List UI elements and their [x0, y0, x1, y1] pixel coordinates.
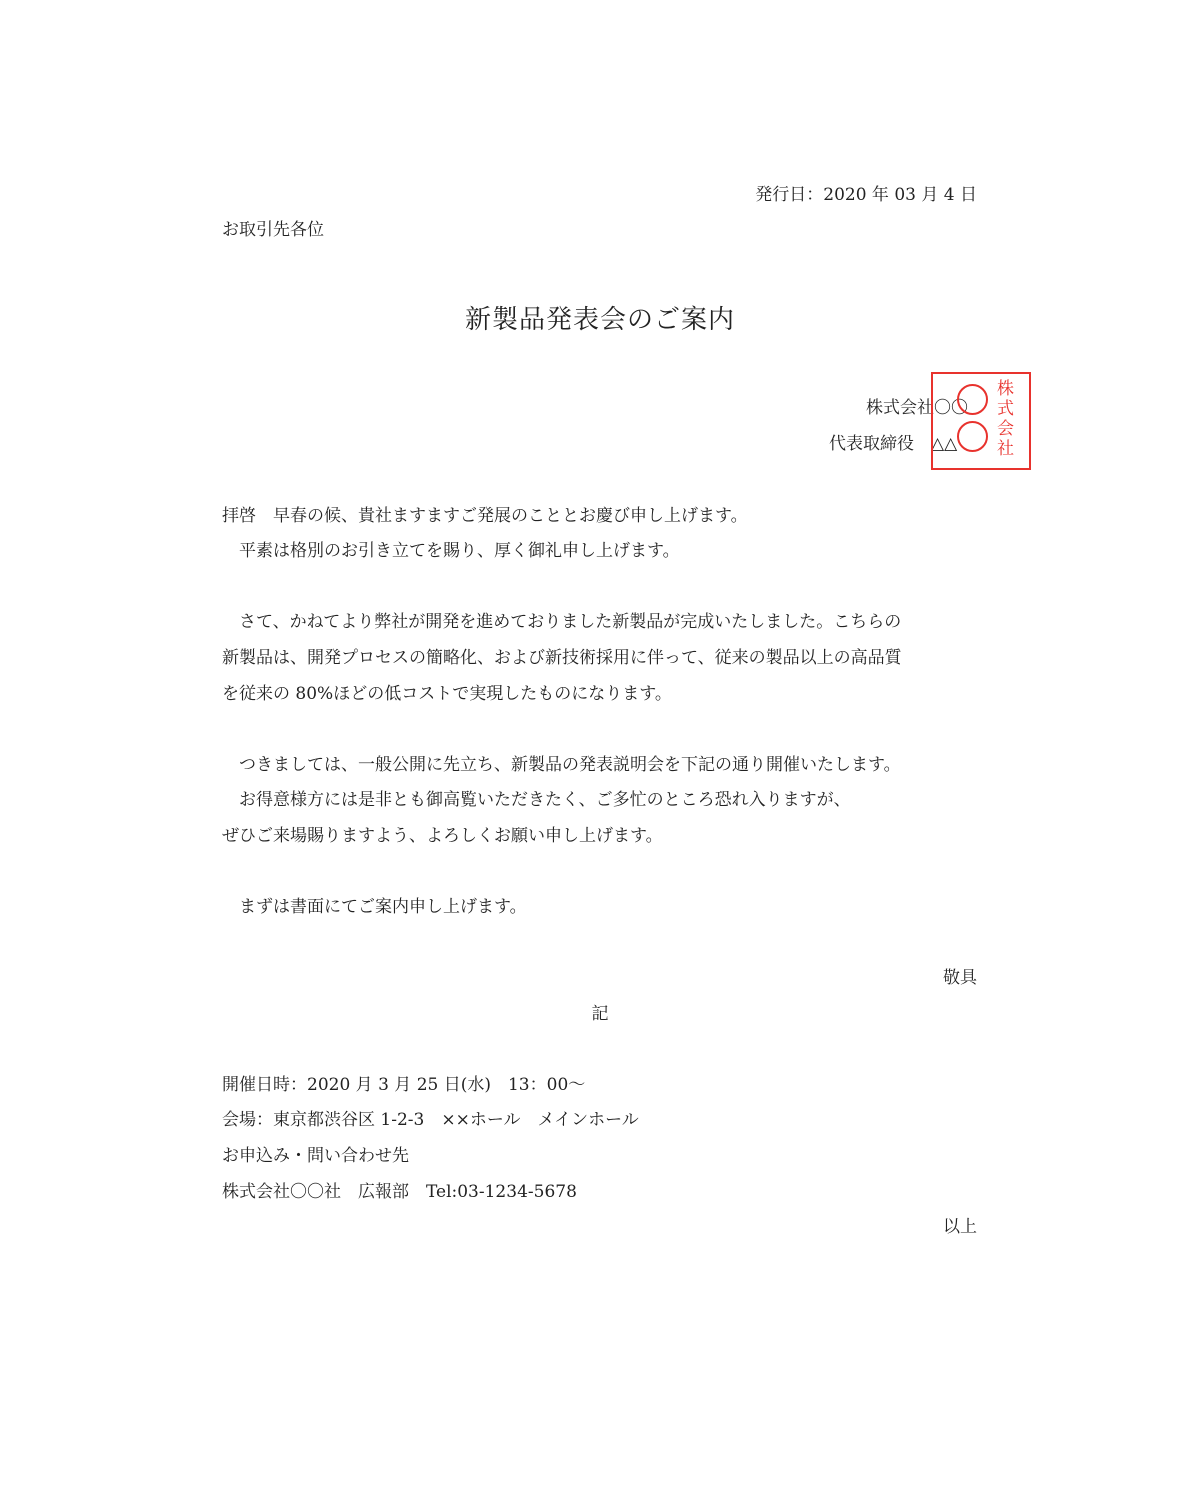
body-line: を従来の 80%ほどの低コストで実現したものになります。: [222, 684, 672, 704]
seal-circle: [957, 384, 988, 415]
body-line: ぜひご来場賜りますよう、よろしくお願い申し上げます。: [222, 826, 663, 846]
document-title: 新製品発表会のご案内: [464, 305, 735, 335]
body-line: お得意様方には是非とも御高覧いただきたく、ご多忙のところ恐れ入りますが、: [222, 790, 851, 810]
body-line: 新製品は、開発プロセスの簡略化、および新技術採用に伴って、従来の製品以上の高品質: [222, 648, 902, 668]
issue-date: 発行日：2020 年 03 月 4 日: [755, 185, 977, 205]
detail-contact-label: お申込み・問い合わせ先: [222, 1146, 409, 1166]
body-line: まずは書面にてご案内申し上げます。: [222, 897, 527, 917]
closing: 敬具: [943, 968, 977, 988]
body-line: さて、かねてより弊社が開発を進めておりました新製品が完成いたしました。こちらの: [222, 612, 902, 632]
seal-circle: [957, 421, 988, 452]
detail-datetime: 開催日時：2020 月 3 月 25 日(水) 13：00～: [222, 1075, 586, 1095]
body-line: 拝啓 早春の候、貴社ますますご発展のこととお慶び申し上げます。: [222, 506, 748, 526]
end-mark: 以上: [943, 1217, 977, 1237]
sender-company: 株式会社〇〇: [866, 398, 968, 418]
company-seal-stamp: [931, 372, 1031, 470]
detail-venue: 会場：東京都渋谷区 1-2-3 ××ホール メインホール: [222, 1110, 639, 1130]
detail-contact: 株式会社〇〇社 広報部 Tel:03-1234-5678: [222, 1182, 577, 1202]
recipient: お取引先各位: [222, 220, 324, 240]
body-line: つきましては、一般公開に先立ち、新製品の発表説明会を下記の通り開催いたします。: [222, 755, 901, 775]
ki-heading: 記: [591, 1004, 609, 1024]
seal-text: 株 式 会 社: [997, 379, 1014, 459]
body-line: 平素は格別のお引き立てを賜り、厚く御礼申し上げます。: [222, 541, 680, 561]
sender-representative: 代表取締役 △△: [829, 434, 958, 454]
